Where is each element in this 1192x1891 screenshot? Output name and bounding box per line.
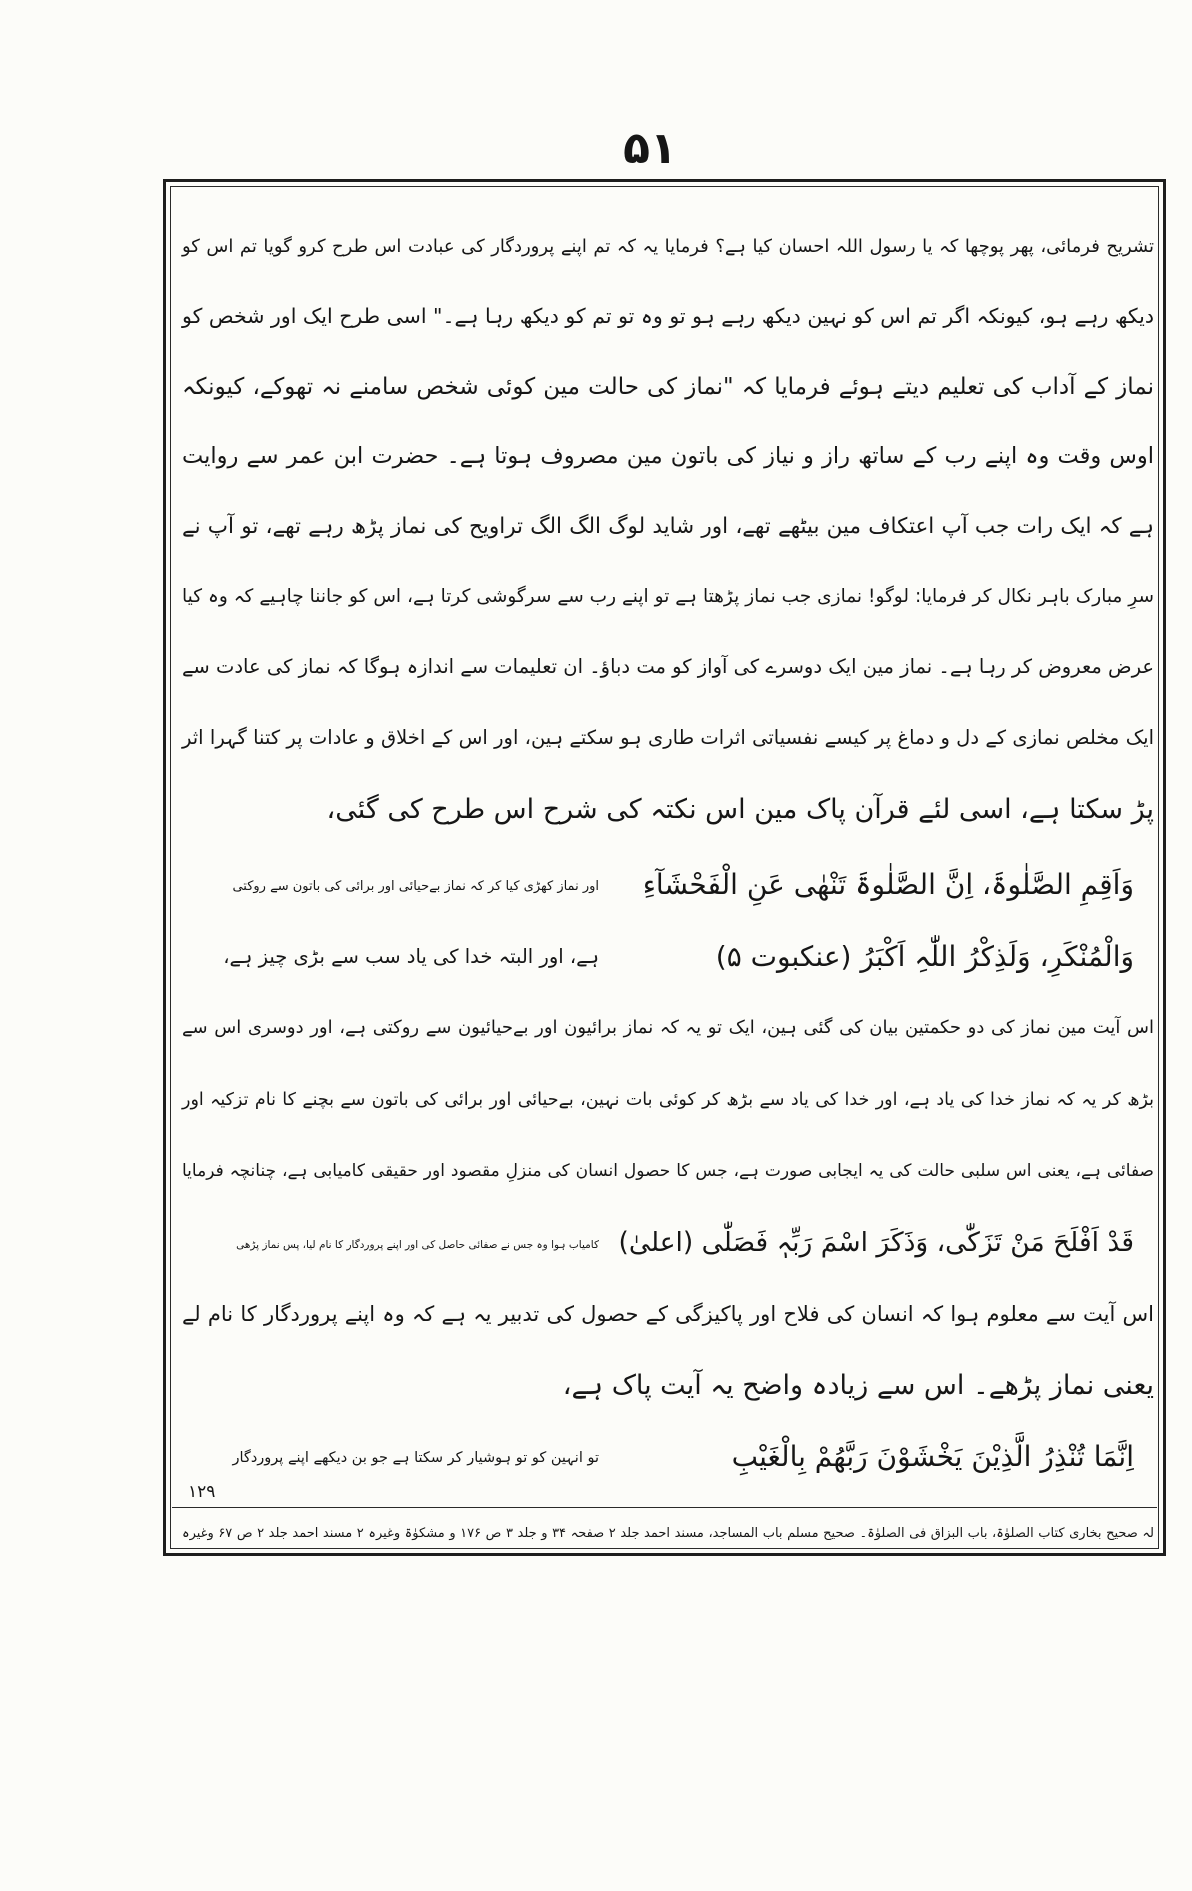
text-line-content: اوس وقت وہ اپنے رب کے ساتھ راز و نیاز کی باتون مین مصروف ہوتا ہے۔ حضرت ابن عمر سے روایت [182, 443, 1154, 469]
verse-arabic: وَاَقِمِ الصَّلٰوۃَ، اِنَّ الصَّلٰوۃَ تَنْهٰی عَنِ الْفَحْشَآءِ [642, 868, 1134, 901]
verse-arabic-cell [614, 1432, 1134, 1482]
verse-translation: ہے، اور البتہ خدا کی یاد سب سے بڑی چیز ہے، [223, 945, 599, 968]
verse-translation-cell [219, 932, 599, 982]
text-line-content: بڑھ کر یہ کہ نماز خدا کی یاد ہے، اور خدا کی یاد سے بڑھ کر کوئی بات نہین، بےحیائی اور برائی کی باتون سے بچنے کا نام تزکیہ اور [182, 1090, 1154, 1110]
text-line-paragraph-end [179, 1361, 1154, 1411]
text-line-content: نماز کے آداب کی تعلیم دیتے ہوئے فرمایا کہ "نماز کی حالت مین کوئی شخص سامنے نہ تھوکے، کیونکہ [182, 374, 1154, 400]
verse-arabic-cell [614, 932, 1134, 982]
verse-translation-cell [219, 1432, 599, 1482]
text-line-content: سرِ مبارک باہر نکال کر فرمایا: لوگو! نمازی جب نماز پڑھتا ہے تو اپنے رب سے سرگوشی کرتا ہے، اس کو جاننا چاہیے کہ وہ کیا [182, 586, 1154, 607]
verse-translation-cell [219, 860, 599, 910]
text-line-content: عرض معروض کر رہا ہے۔ نماز مین ایک دوسرے کی آواز کو مت دباؤ۔ ان تعلیمات سے اندازہ ہوگا کہ نماز کی عادت سے [182, 655, 1154, 678]
footnote-text: لہ صحیح بخاری کتاب الصلوٰۃ، باب البزاق فی الصلوٰۃ۔ صحیح مسلم باب المساجد، مسند احمد جلد ۲ صفحہ ۳۴ و جلد ۳ ص ۱۷۶ و مشکوٰۃ وغیرہ ۲ مسند احمد جلد ۲ ص ۶۷ وغیرہ [181, 1526, 1154, 1541]
page-number: ۵۱ [623, 123, 677, 174]
verse-line [179, 860, 1154, 910]
text-line [179, 222, 1154, 272]
footnote-separator [172, 1507, 1157, 1508]
text-line-content: صفائی ہے، یعنی اس سلبی حالت کی یہ ایجابی صورت ہے، جس کا حصول انسان کی منزلِ مقصود اور حقیقی کامیابی ہے، چنانچہ فرمایا [182, 1161, 1154, 1181]
text-line [179, 291, 1154, 341]
verse-line [179, 1218, 1154, 1268]
verse-arabic: قَدْ اَفْلَحَ مَنْ تَزَكّٰی، وَذَکَرَ اسْمَ رَبِّہٖ فَصَلّٰی (اعلیٰ) [618, 1227, 1134, 1258]
footnote-page-ref: ۱۲۹ [188, 1482, 216, 1502]
text-line-content: یعنی نماز پڑھے۔ اس سے زیادہ واضح یہ آیت پاک ہے، [562, 1370, 1154, 1401]
text-line-content: اس آیت مین نماز کی دو حکمتین بیان کی گئی ہین، ایک تو یہ کہ نماز برائیون اور بےحیائیون سے روکتی ہے، اور دوسری اس سے [182, 1017, 1154, 1038]
verse-line [179, 1432, 1154, 1482]
verse-arabic: وَالْمُنْكَرِ، وَلَذِکْرُ اللّٰہِ اَکْبَرُ (عنکبوت ۵) [715, 940, 1134, 973]
verse-arabic-cell [614, 1218, 1134, 1268]
verse-translation: اور نماز کھڑی کیا کر کہ نماز بےحیائی اور برائی کی باتون سے روکتی [232, 879, 599, 894]
verse-translation: کامیاب ہوا وہ جس نے صفائی حاصل کی اور اپنے پروردگار کا نام لیا، پس نماز پڑھی [236, 1239, 599, 1251]
verse-arabic: اِنَّمَا تُنْذِرُ الَّذِیْنَ یَخْشَوْنَ رَبَّهُمْ بِالْغَیْبِ [731, 1440, 1134, 1473]
text-line [179, 1146, 1154, 1196]
text-line-content: ہے کہ ایک رات جب آپ اعتکاف مین بیٹھے تھے، اور شاید لوگ الگ الگ تراویح کی نماز پڑھ رہے تھے، تو آپ نے [182, 514, 1154, 539]
text-line-paragraph-end [179, 785, 1154, 835]
text-line-content: پڑ سکتا ہے، اسی لئے قرآن پاک مین اس نکتہ کی شرح اس طرح کی گئی، [326, 794, 1154, 825]
text-line [179, 572, 1154, 622]
text-line [179, 1003, 1154, 1053]
text-line [179, 431, 1154, 481]
text-line-content: دیکھ رہے ہو، کیونکہ اگر تم اس کو نہین دیکھ رہے ہو تو وہ تو تم کو دیکھ رہا ہے۔" اسی طرح ایک اور شخص کو [182, 304, 1154, 328]
footnote [179, 1515, 1154, 1549]
text-line-content: تشریح فرمائی، پھر پوچھا کہ یا رسول اللہ احسان کیا ہے؟ فرمایا یہ کہ تم اپنے پروردگار کی عبادت اس طرح کرو گویا تم اس کو [182, 236, 1154, 257]
text-line [179, 502, 1154, 552]
verse-arabic-cell [614, 860, 1134, 910]
text-line [179, 1075, 1154, 1125]
verse-line [179, 932, 1154, 982]
verse-translation-cell [219, 1218, 599, 1268]
text-line-content: ایک مخلص نمازی کے دل و دماغ پر کیسے نفسیاتی اثرات طاری ہو سکتے ہین، اور اس کے اخلاق و عادات پر کتنا گہرا اثر [182, 726, 1154, 749]
text-line-content: اس آیت سے معلوم ہوا کہ انسان کی فلاح اور پاکیزگی کے حصول کی تدبیر یہ ہے کہ وہ اپنے پروردگار کا نام لے [182, 1302, 1154, 1326]
text-line [179, 642, 1154, 692]
content-frame [163, 179, 1166, 1556]
verse-translation: تو انہین کو تو ہوشیار کر سکتا ہے جو بن دیکھے اپنے پروردگار [232, 1450, 599, 1466]
text-line [179, 362, 1154, 412]
text-line [179, 1289, 1154, 1339]
text-line [179, 713, 1154, 763]
